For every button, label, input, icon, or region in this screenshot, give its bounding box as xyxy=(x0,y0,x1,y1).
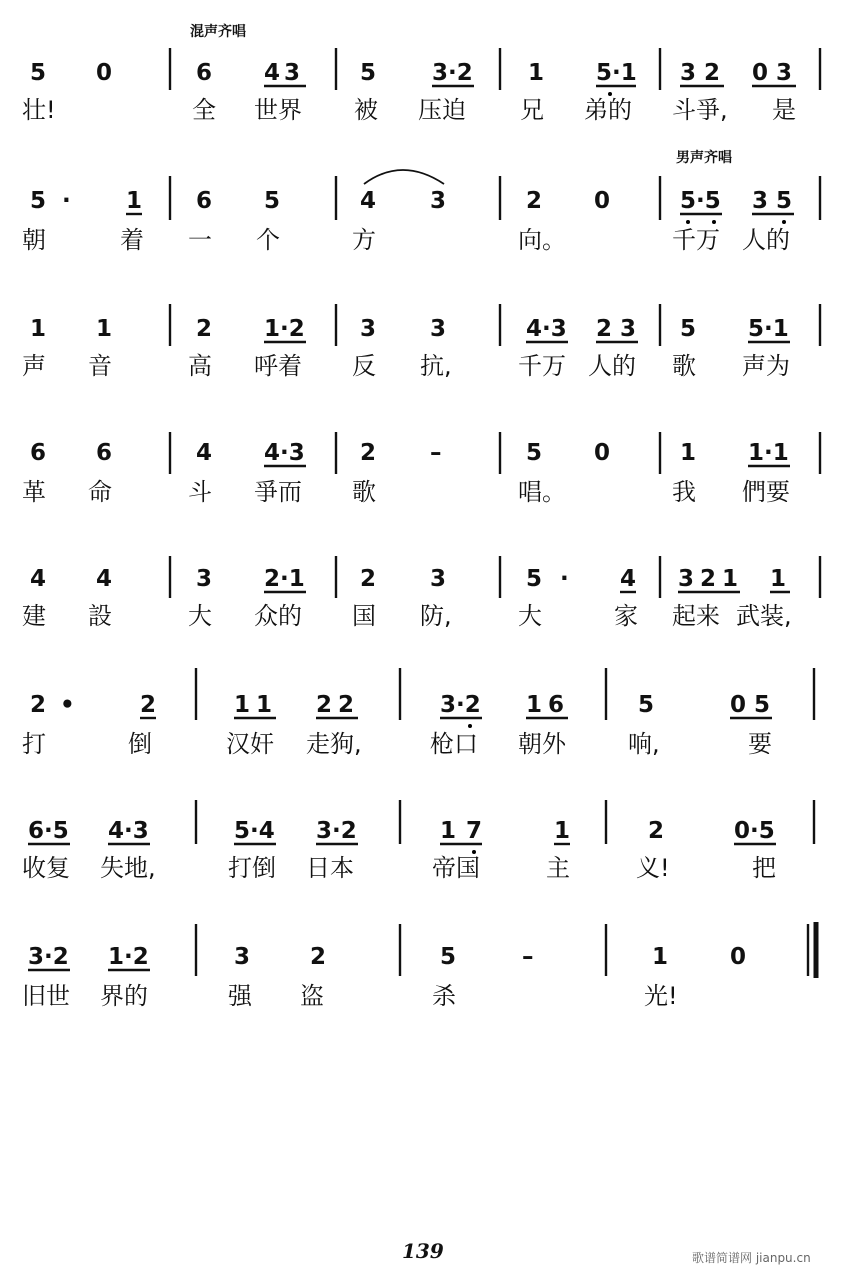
note: 0 xyxy=(752,60,769,86)
note: 1 xyxy=(680,440,697,466)
note: 1 xyxy=(526,692,543,718)
note: 2 xyxy=(30,692,47,718)
lyric: 全 xyxy=(192,96,216,124)
dot-below xyxy=(686,220,690,224)
lyric: 枪口 xyxy=(430,730,478,758)
lyric: 兄 xyxy=(520,96,544,124)
note: 3 xyxy=(360,316,377,342)
lyric: 光! xyxy=(644,982,678,1010)
lyric: 革 xyxy=(22,478,46,506)
lyric: 失地, xyxy=(100,854,156,882)
note: · xyxy=(560,566,569,592)
lyric: 打倒 xyxy=(228,854,276,882)
note: 1 xyxy=(256,692,273,718)
note: 0 xyxy=(594,440,611,466)
note: 0 xyxy=(730,692,747,718)
score-system xyxy=(22,668,814,758)
note: 3 xyxy=(430,316,447,342)
note: 3 xyxy=(430,188,447,214)
note: 3·2 xyxy=(432,60,473,86)
lyric: 一 xyxy=(188,226,212,254)
note: 2 xyxy=(316,692,333,718)
lyric: 千万 xyxy=(672,226,720,254)
lyric: 强 xyxy=(228,982,252,1010)
lyric: 盗 xyxy=(300,982,324,1010)
lyric: 声为 xyxy=(742,352,790,380)
lyric: 家 xyxy=(614,602,638,630)
note: 6·5 xyxy=(28,818,69,844)
note: · xyxy=(62,188,71,214)
lyric: 大 xyxy=(518,602,542,630)
lyric: 打 xyxy=(22,730,46,758)
note: 3·2 xyxy=(440,692,481,718)
note: 5 xyxy=(638,692,655,718)
note: 1 xyxy=(234,692,251,718)
note: 4·3 xyxy=(526,316,567,342)
note: 5·1 xyxy=(748,316,789,342)
note: 5·5 xyxy=(680,188,721,214)
note: 1 xyxy=(528,60,545,86)
lyric: 倒 xyxy=(128,730,152,758)
note: – xyxy=(522,944,534,970)
note: 0 xyxy=(594,188,611,214)
lyric: 斗 xyxy=(188,478,212,506)
lyric: 音 xyxy=(88,352,112,380)
note: 1·1 xyxy=(748,440,789,466)
lyric: 众的 xyxy=(254,602,302,630)
score-system xyxy=(22,556,820,630)
section-marking: 男声齐唱 xyxy=(676,150,732,166)
lyric: 防, xyxy=(420,602,452,630)
lyric: 方 xyxy=(352,226,376,254)
note: 1 xyxy=(770,566,787,592)
lyric: 歌 xyxy=(672,352,696,380)
note: • xyxy=(60,692,75,718)
lyric: 界的 xyxy=(100,982,148,1010)
note: 2 xyxy=(360,566,377,592)
note: 3 xyxy=(196,566,213,592)
note: 4 xyxy=(30,566,47,592)
lyric: 建 xyxy=(22,602,46,630)
note: 5 xyxy=(264,188,281,214)
lyric: 把 xyxy=(752,854,776,882)
note: 5 xyxy=(776,188,793,214)
score-system xyxy=(22,800,814,882)
note: 2 xyxy=(704,60,721,86)
note: 2 xyxy=(196,316,213,342)
lyric: 武装, xyxy=(736,602,792,630)
note: 6 xyxy=(196,60,213,86)
note: 1 xyxy=(96,316,113,342)
note: 1 xyxy=(722,566,739,592)
lyric: 个 xyxy=(256,226,280,254)
lyric: 斗爭, xyxy=(672,96,728,124)
lyric: 杀 xyxy=(432,982,456,1010)
note: 0 xyxy=(730,944,747,970)
lyric: 日本 xyxy=(306,854,354,882)
note: 5 xyxy=(680,316,697,342)
note: – xyxy=(430,440,442,466)
lyric: 是 xyxy=(772,96,796,124)
note: 2 xyxy=(310,944,327,970)
lyric: 高 xyxy=(188,352,212,380)
lyric: 收复 xyxy=(22,854,70,882)
watermark: 歌谱简谱网 jianpu.cn xyxy=(692,1251,811,1265)
dot-below xyxy=(782,220,786,224)
note: 6 xyxy=(196,188,213,214)
note: 1 xyxy=(554,818,571,844)
lyric: 唱。 xyxy=(518,478,566,506)
note: 1 xyxy=(652,944,669,970)
note: 7 xyxy=(466,818,483,844)
lyric: 千万 xyxy=(518,352,566,380)
lyric: 命 xyxy=(88,478,112,506)
note: 3 xyxy=(776,60,793,86)
note: 4·3 xyxy=(264,440,305,466)
note: 2 xyxy=(360,440,377,466)
note: 5 xyxy=(526,566,543,592)
note: 4 xyxy=(196,440,213,466)
score-system xyxy=(22,170,820,254)
note: 6 xyxy=(30,440,47,466)
dot-below xyxy=(712,220,716,224)
dot-below xyxy=(468,724,472,728)
note: 5·1 xyxy=(596,60,637,86)
note: 0 xyxy=(96,60,113,86)
lyric: 起来 xyxy=(672,602,720,630)
lyric: 設 xyxy=(88,602,112,630)
note: 6 xyxy=(548,692,565,718)
lyric: 們要 xyxy=(742,478,790,506)
note: 5·4 xyxy=(234,818,275,844)
lyric: 汉奸 xyxy=(226,730,274,758)
note: 2 xyxy=(700,566,717,592)
note: 3 xyxy=(680,60,697,86)
note: 5 xyxy=(754,692,771,718)
note: 3·2 xyxy=(28,944,69,970)
lyric: 我 xyxy=(672,478,696,506)
note: 3 xyxy=(620,316,637,342)
note: 4 xyxy=(620,566,637,592)
lyric: 人的 xyxy=(588,352,636,380)
lyric: 反 xyxy=(352,352,376,380)
note: 3 xyxy=(430,566,447,592)
score-system xyxy=(22,432,820,506)
note: 0·5 xyxy=(734,818,775,844)
note: 3 xyxy=(284,60,301,86)
note: 3 xyxy=(752,188,769,214)
lyric: 被 xyxy=(354,96,378,124)
page-number: 139 xyxy=(402,1239,444,1263)
note: 1 xyxy=(30,316,47,342)
note: 4·3 xyxy=(108,818,149,844)
lyric: 声 xyxy=(22,352,46,380)
note: 5 xyxy=(30,60,47,86)
note: 1 xyxy=(440,818,457,844)
note: 1·2 xyxy=(264,316,305,342)
lyric: 旧世 xyxy=(22,982,70,1010)
note: 2·1 xyxy=(264,566,305,592)
note: 6 xyxy=(96,440,113,466)
lyric: 呼着 xyxy=(254,352,302,380)
note: 4 xyxy=(96,566,113,592)
lyric: 要 xyxy=(748,730,772,758)
note: 4 xyxy=(264,60,281,86)
lyric: 响, xyxy=(628,730,660,758)
lyric: 走狗, xyxy=(306,730,362,758)
note: 2 xyxy=(648,818,665,844)
lyric: 向。 xyxy=(518,226,566,254)
note: 2 xyxy=(140,692,157,718)
lyric: 朝 xyxy=(22,226,46,254)
lyric: 歌 xyxy=(352,478,376,506)
lyric: 帝国 xyxy=(432,854,480,882)
lyric: 人的 xyxy=(742,226,790,254)
note: 3 xyxy=(234,944,251,970)
score-system xyxy=(22,922,816,1010)
note: 5 xyxy=(360,60,377,86)
lyric: 抗, xyxy=(420,352,452,380)
note: 1 xyxy=(126,188,143,214)
lyric: 国 xyxy=(352,602,376,630)
lyric: 爭而 xyxy=(254,478,302,506)
note: 5 xyxy=(30,188,47,214)
note: 5 xyxy=(440,944,457,970)
note: 2 xyxy=(338,692,355,718)
score-system xyxy=(22,304,820,380)
note: 4 xyxy=(360,188,377,214)
lyric: 主 xyxy=(546,854,570,882)
note: 3·2 xyxy=(316,818,357,844)
lyric: 弟的 xyxy=(584,96,632,124)
score-system xyxy=(22,48,820,124)
lyric: 义! xyxy=(636,854,670,882)
note: 1·2 xyxy=(108,944,149,970)
slur xyxy=(364,170,444,184)
lyric: 壮! xyxy=(22,96,56,124)
lyric: 大 xyxy=(188,602,212,630)
note: 5 xyxy=(526,440,543,466)
note: 2 xyxy=(526,188,543,214)
lyric: 压迫 xyxy=(418,96,466,124)
lyric: 着 xyxy=(120,226,144,254)
lyric: 世界 xyxy=(254,96,302,124)
lyric: 朝外 xyxy=(518,730,566,758)
section-marking: 混声齐唱 xyxy=(190,24,246,40)
note: 3 xyxy=(678,566,695,592)
note: 2 xyxy=(596,316,613,342)
